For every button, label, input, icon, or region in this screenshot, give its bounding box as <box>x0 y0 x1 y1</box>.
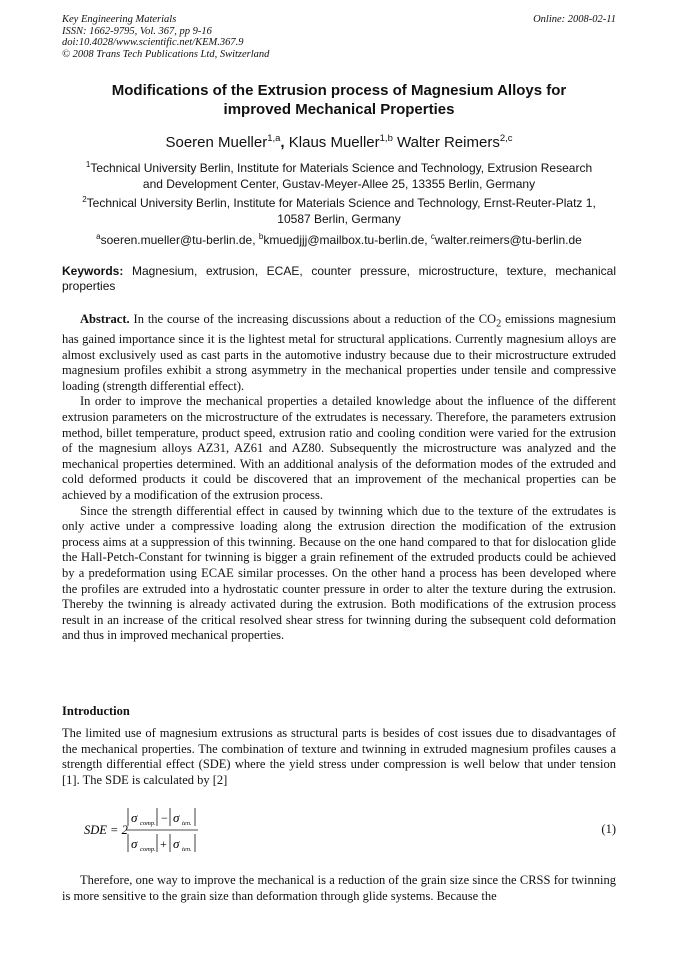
eq-sub-ten-1: ten. <box>182 820 192 827</box>
introduction-paragraph-1 <box>62 726 616 788</box>
keywords-text: Magnesium, extrusion, ECAE, counter pressure, microstructure, texture, mechanical properties <box>62 264 616 293</box>
email-3[interactable]: walter.reimers@tu-berlin.de <box>434 233 582 247</box>
email-list <box>62 229 616 248</box>
paper-title <box>62 81 616 119</box>
equation-number: (1) <box>601 822 616 836</box>
affiliation-2-line-1: Technical University Berlin, Institute for Materials Science and Technology, Ernst-Reuter-Platz 1, <box>86 196 596 210</box>
abstract-paragraph-1 <box>62 312 616 394</box>
author-3: Walter Reimers <box>397 134 500 151</box>
intro-p1-text: The limited use of magnesium extrusions as structural parts is besides of cost issues due to disadvantages of the mechanical properties. The combination of texture and twinning in extruded magnesium profiles causes a strength differential effect (SDE) where the yield stress under compression is well below that under tension [1]. The SDE is calculated by [2] <box>62 726 616 787</box>
abstract <box>62 312 616 644</box>
sde-equation <box>84 804 616 856</box>
affiliation-1-line-2: and Development Center, Gustav-Meyer-Allee 25, 13355 Berlin, Germany <box>142 177 536 191</box>
author-1: Soeren Mueller <box>165 134 268 151</box>
affiliation-1 <box>62 157 616 192</box>
email-3-marker: c <box>430 232 435 241</box>
title-line-1: Modifications of the Extrusion process of Magnesium Alloys for <box>111 82 567 99</box>
email-2-marker: b <box>258 232 264 241</box>
abstract-paragraph-2: In order to improve the mechanical properties a detailed knowledge about the influence of the different extrusion parameters on the microstructure of the extrudates is necessary. Therefore, the parameters extrusion method, billet temperature, product speed, extrusion ratio and cooling condition were varied for the extrusion of the magnesium alloys AZ31, AZ61 and AZ80. Subsequently the microstructure was analyzed and the mechanical properties determined. With an additional analysis of the deformation modes of the extruded and cold deformed products it could be discovered that an improvement of the mechanical properties can be achieved by a modification of the extrusion process. <box>62 394 616 503</box>
affiliation-2-line-2: 10587 Berlin, Germany <box>277 212 401 226</box>
eq-lhs: SDE = 2 <box>84 823 128 837</box>
journal-name: Key Engineering Materials <box>62 14 177 25</box>
keywords-label: Keywords: <box>62 264 124 278</box>
intro-p2-text: Therefore, one way to improve the mechanical is a reduction of the grain size since the CRSS for twinning is more sensitive to the grain size than deformation through glide systems. Because the <box>62 873 616 903</box>
eq-sub-ten-2: ten. <box>182 846 192 853</box>
affiliation-2-marker: 2 <box>82 195 87 204</box>
online-date: Online: 2008-02-11 <box>533 14 616 25</box>
eq-sub-comp-1: comp. <box>140 820 156 827</box>
author-2: Klaus Mueller <box>288 134 380 151</box>
affiliation-2 <box>62 192 616 227</box>
doi-line: doi:10.4028/www.scientific.net/KEM.367.9 <box>62 37 244 48</box>
affiliation-1-line-1: Technical University Berlin, Institute for Materials Science and Technology, Extrusion Research <box>90 161 593 175</box>
eq-plus: + <box>160 837 167 851</box>
eq-sigma-3: σ <box>131 836 138 851</box>
eq-minus: − <box>161 811 168 825</box>
author-3-affil: 2,c <box>499 133 513 144</box>
copyright-line: © 2008 Trans Tech Publications Ltd, Switzerland <box>62 48 270 60</box>
introduction-heading: Introduction <box>62 704 130 718</box>
co2-subscript: 2 <box>496 318 502 330</box>
introduction-paragraph-2 <box>62 873 616 904</box>
email-1-marker: a <box>96 232 101 241</box>
issn-line: ISSN: 1662-9795, Vol. 367, pp 9-16 <box>62 25 212 37</box>
eq-sub-comp-2: comp. <box>140 846 156 853</box>
journal-header <box>62 14 616 60</box>
sde-equation-graphic <box>84 804 264 856</box>
eq-sigma-1: σ <box>131 810 138 825</box>
keywords <box>62 264 616 294</box>
author-1-affil: 1,a <box>267 133 281 144</box>
email-1[interactable]: soeren.mueller@tu-berlin.de, <box>100 233 259 247</box>
eq-sigma-2: σ <box>173 810 180 825</box>
title-line-2: improved Mechanical Properties <box>223 101 455 118</box>
author-2-affil: 1,b <box>379 133 393 144</box>
eq-sigma-4: σ <box>173 836 180 851</box>
abstract-label: Abstract. <box>80 312 130 326</box>
affiliation-1-marker: 1 <box>85 160 91 169</box>
abstract-p1-part-a: In the course of the increasing discussions about a reduction of the CO <box>133 312 497 326</box>
email-2[interactable]: kmuedjjj@mailbox.tu-berlin.de, <box>263 233 431 247</box>
abstract-paragraph-3: Since the strength differential effect in caused by twinning which due to the texture of the extrudates is only active under a compressive loading along the extrusion direction the modification of the extrusion process aims at a suppression of this twinning. Because on the one hand compared to that for dislocation glide the Hall-Petch-Constant for twinning is bigger a grain refinement of the extruded products could be achieved by a predeformation using ECAE similar processes. On the other hand a process has been developed where the profiles are extruded into a hydrostatic counter pressure in order to alter the texture during the extrusion. Thereby the twinning is already activated during the extrusion. Both modifications of the extrusion process result in an increase of the critical resolved shear stress for twinning during the subsequent cold deformation and thus in improved mechanical properties. <box>62 503 616 643</box>
abstract-p1-part-b: emissions magnesium has gained importance since it is the lightest metal for structural applications. Currently magnesium alloys are almost exclusively used as cast parts in the automotive industry because due to their microstructure extruded magnesium profiles exhibit a strong asymmetry in the mechanical properties under tensile and compressive loading (strength differential effect). <box>62 312 616 393</box>
author-list: Soeren Mueller$^{1,a}$, Klaus Mueller$^{1,b}$ Walter Reimers$^{2,c}$ <box>165 133 513 151</box>
